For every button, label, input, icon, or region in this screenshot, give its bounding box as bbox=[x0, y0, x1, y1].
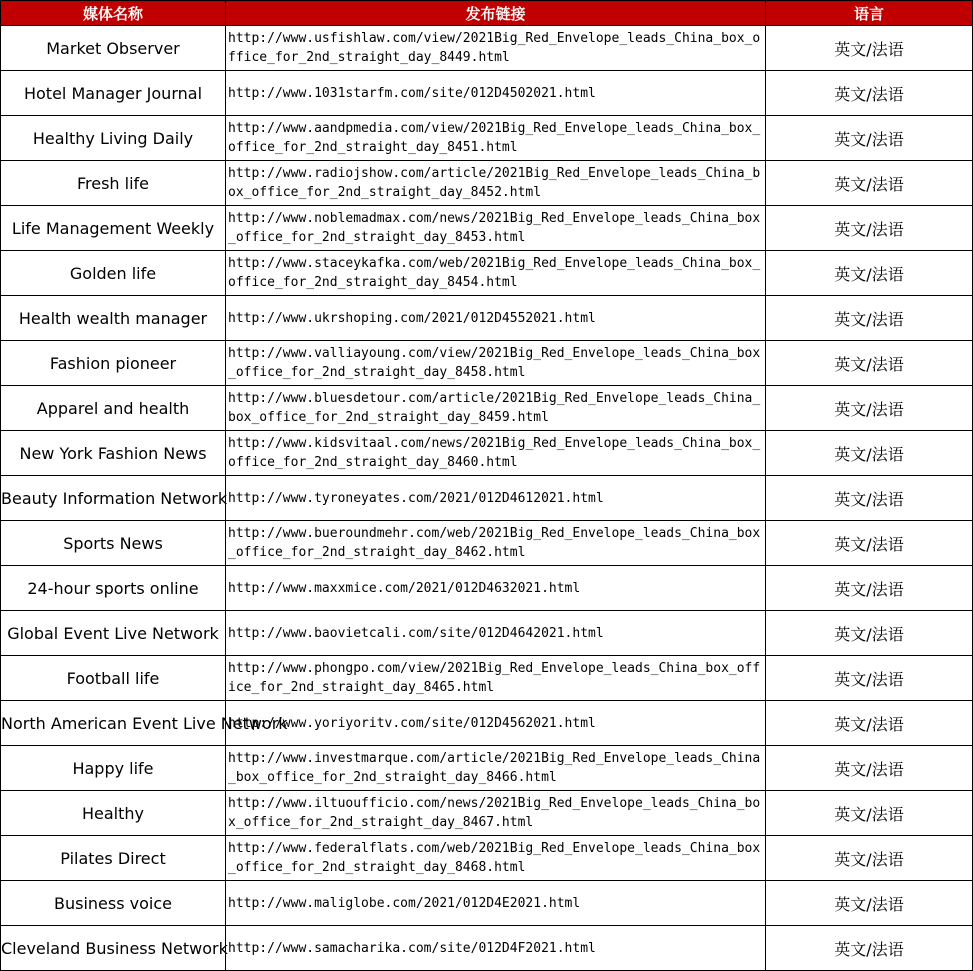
table-row bbox=[1, 521, 973, 566]
media-name-cell[interactable]: Beauty Information Network bbox=[1, 476, 226, 521]
media-name-cell[interactable]: Fashion pioneer bbox=[1, 341, 226, 386]
link-cell[interactable]: http://www.federalflats.com/web/2021Big_Red_Envelope_leads_China_box_office_for_2nd_straight_day_8468.html bbox=[226, 836, 766, 881]
table-row bbox=[1, 71, 973, 116]
language-cell[interactable]: 英文/法语 bbox=[766, 701, 973, 746]
media-name-cell[interactable]: Happy life bbox=[1, 746, 226, 791]
table-row bbox=[1, 476, 973, 521]
language-cell[interactable]: 英文/法语 bbox=[766, 206, 973, 251]
link-cell[interactable]: http://www.noblemadmax.com/news/2021Big_Red_Envelope_leads_China_box_office_for_2nd_straight_day_8453.html bbox=[226, 206, 766, 251]
link-cell[interactable]: http://www.maliglobe.com/2021/012D4E2021.html bbox=[226, 881, 766, 926]
link-cell[interactable]: http://www.tyroneyates.com/2021/012D4612021.html bbox=[226, 476, 766, 521]
table-row bbox=[1, 746, 973, 791]
table-row bbox=[1, 341, 973, 386]
header-language[interactable]: 语言 bbox=[766, 1, 973, 26]
media-name-cell[interactable]: Cleveland Business Network bbox=[1, 926, 226, 971]
link-cell[interactable]: http://www.yoriyoritv.com/site/012D4562021.html bbox=[226, 701, 766, 746]
header-row bbox=[1, 1, 973, 26]
table-row bbox=[1, 206, 973, 251]
language-cell[interactable]: 英文/法语 bbox=[766, 431, 973, 476]
link-cell[interactable]: http://www.bueroundmehr.com/web/2021Big_Red_Envelope_leads_China_box_office_for_2nd_straight_day_8462.html bbox=[226, 521, 766, 566]
language-cell[interactable]: 英文/法语 bbox=[766, 521, 973, 566]
language-cell[interactable]: 英文/法语 bbox=[766, 161, 973, 206]
table-row bbox=[1, 431, 973, 476]
media-name-cell[interactable]: North American Event Live Network bbox=[1, 701, 226, 746]
media-name-cell[interactable]: Health wealth manager bbox=[1, 296, 226, 341]
media-name-cell[interactable]: Apparel and health bbox=[1, 386, 226, 431]
table-row bbox=[1, 701, 973, 746]
media-name-cell[interactable]: Fresh life bbox=[1, 161, 226, 206]
table-row bbox=[1, 836, 973, 881]
link-cell[interactable]: http://www.kidsvitaal.com/news/2021Big_Red_Envelope_leads_China_box_office_for_2nd_straight_day_8460.html bbox=[226, 431, 766, 476]
table-row bbox=[1, 791, 973, 836]
language-cell[interactable]: 英文/法语 bbox=[766, 296, 973, 341]
language-cell[interactable]: 英文/法语 bbox=[766, 341, 973, 386]
media-name-cell[interactable]: Healthy Living Daily bbox=[1, 116, 226, 161]
language-cell[interactable]: 英文/法语 bbox=[766, 251, 973, 296]
table-row bbox=[1, 161, 973, 206]
media-name-cell[interactable]: Golden life bbox=[1, 251, 226, 296]
language-cell[interactable]: 英文/法语 bbox=[766, 746, 973, 791]
media-name-cell[interactable]: Business voice bbox=[1, 881, 226, 926]
language-cell[interactable]: 英文/法语 bbox=[766, 476, 973, 521]
table-row bbox=[1, 566, 973, 611]
table-row bbox=[1, 116, 973, 161]
table-row bbox=[1, 26, 973, 71]
link-cell[interactable]: http://www.investmarque.com/article/2021Big_Red_Envelope_leads_China_box_office_for_2nd_straight_day_8466.html bbox=[226, 746, 766, 791]
language-cell[interactable]: 英文/法语 bbox=[766, 71, 973, 116]
table-body bbox=[1, 26, 973, 971]
link-cell[interactable]: http://www.baovietcali.com/site/012D4642021.html bbox=[226, 611, 766, 656]
table-row bbox=[1, 656, 973, 701]
media-name-cell[interactable]: 24-hour sports online bbox=[1, 566, 226, 611]
language-cell[interactable]: 英文/法语 bbox=[766, 116, 973, 161]
link-cell[interactable]: http://www.maxxmice.com/2021/012D4632021.html bbox=[226, 566, 766, 611]
link-cell[interactable]: http://www.samacharika.com/site/012D4F2021.html bbox=[226, 926, 766, 971]
media-name-cell[interactable]: Hotel Manager Journal bbox=[1, 71, 226, 116]
link-cell[interactable]: http://www.1031starfm.com/site/012D4502021.html bbox=[226, 71, 766, 116]
link-cell[interactable]: http://www.ukrshoping.com/2021/012D4552021.html bbox=[226, 296, 766, 341]
media-name-cell[interactable]: Sports News bbox=[1, 521, 226, 566]
table-row bbox=[1, 881, 973, 926]
link-cell[interactable]: http://www.phongpo.com/view/2021Big_Red_Envelope_leads_China_box_office_for_2nd_straight_day_8465.html bbox=[226, 656, 766, 701]
language-cell[interactable]: 英文/法语 bbox=[766, 836, 973, 881]
link-cell[interactable]: http://www.radiojshow.com/article/2021Big_Red_Envelope_leads_China_box_office_for_2nd_straight_day_8452.html bbox=[226, 161, 766, 206]
header-media-name[interactable]: 媒体名称 bbox=[1, 1, 226, 26]
language-cell[interactable]: 英文/法语 bbox=[766, 566, 973, 611]
language-cell[interactable]: 英文/法语 bbox=[766, 26, 973, 71]
language-cell[interactable]: 英文/法语 bbox=[766, 386, 973, 431]
link-cell[interactable]: http://www.bluesdetour.com/article/2021Big_Red_Envelope_leads_China_box_office_for_2nd_straight_day_8459.html bbox=[226, 386, 766, 431]
media-name-cell[interactable]: Life Management Weekly bbox=[1, 206, 226, 251]
media-name-cell[interactable]: New York Fashion News bbox=[1, 431, 226, 476]
media-name-cell[interactable]: Football life bbox=[1, 656, 226, 701]
link-cell[interactable]: http://www.aandpmedia.com/view/2021Big_Red_Envelope_leads_China_box_office_for_2nd_straight_day_8451.html bbox=[226, 116, 766, 161]
language-cell[interactable]: 英文/法语 bbox=[766, 656, 973, 701]
link-cell[interactable]: http://www.valliayoung.com/view/2021Big_Red_Envelope_leads_China_box_office_for_2nd_straight_day_8458.html bbox=[226, 341, 766, 386]
media-name-cell[interactable]: Pilates Direct bbox=[1, 836, 226, 881]
table-row bbox=[1, 296, 973, 341]
link-cell[interactable]: http://www.usfishlaw.com/view/2021Big_Red_Envelope_leads_China_box_office_for_2nd_straight_day_8449.html bbox=[226, 26, 766, 71]
header-link[interactable]: 发布链接 bbox=[226, 1, 766, 26]
media-name-cell[interactable]: Market Observer bbox=[1, 26, 226, 71]
language-cell[interactable]: 英文/法语 bbox=[766, 791, 973, 836]
media-name-cell[interactable]: Healthy bbox=[1, 791, 226, 836]
table-row bbox=[1, 251, 973, 296]
media-name-cell[interactable]: Global Event Live Network bbox=[1, 611, 226, 656]
language-cell[interactable]: 英文/法语 bbox=[766, 611, 973, 656]
link-cell[interactable]: http://www.iltuoufficio.com/news/2021Big_Red_Envelope_leads_China_box_office_for_2nd_straight_day_8467.html bbox=[226, 791, 766, 836]
table-row bbox=[1, 926, 973, 971]
table-row bbox=[1, 611, 973, 656]
language-cell[interactable]: 英文/法语 bbox=[766, 926, 973, 971]
link-cell[interactable]: http://www.staceykafka.com/web/2021Big_Red_Envelope_leads_China_box_office_for_2nd_straight_day_8454.html bbox=[226, 251, 766, 296]
language-cell[interactable]: 英文/法语 bbox=[766, 881, 973, 926]
table-row bbox=[1, 386, 973, 431]
